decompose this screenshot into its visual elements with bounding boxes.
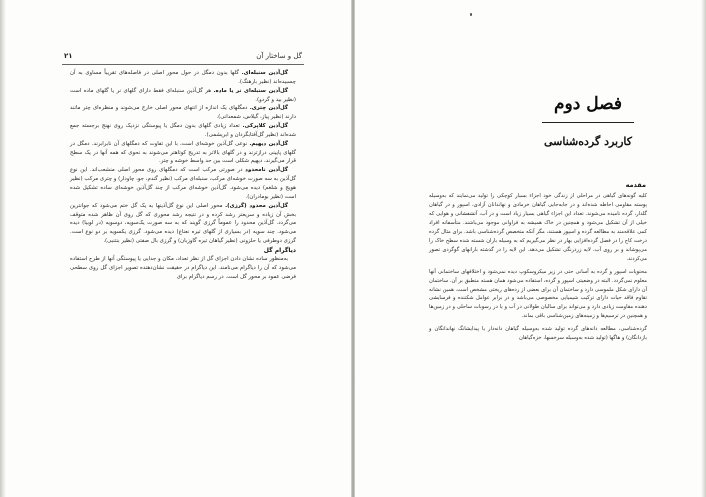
right-page — [354, 0, 706, 497]
definition-paragraph — [70, 202, 296, 246]
definition-paragraph — [70, 140, 296, 167]
chapter-title: کاربرد گرده‌شناسی — [544, 135, 632, 148]
running-head — [64, 52, 302, 62]
definition-term: گل‌آذین کلاپرکی. — [242, 123, 289, 130]
definition-paragraph — [70, 122, 296, 140]
section-subheading: دیاگرام گل — [263, 246, 296, 254]
definition-term: گل‌آذین دیهیم. — [249, 140, 289, 147]
header-rule — [62, 64, 304, 65]
chapter-rule — [542, 122, 634, 123]
body-paragraph: کلیه گونه‌های گیاهی در مراحلی از زندگی خود اجزاء بسیار کوچکی را تولید می‌نمایند که به‌وسیله پوسته مقاومی احاطه شده‌اند و در جابه‌جایی گیاهان خرمادی و نهاندانان آزادی، اسپور و در گیاهان گلدار، گرده نامیده می‌شوند. تعداد این اجزاء گیاهی بسیار زیاد است و در آب، آتشفشانی و هوایی که خیلی از آن تشکیل می‌شود و همچنین در خاک همیشه به فراوانی موجود می‌باشند. متأسفانه افراد کمی علاقه‌مند به مطالعه گرده و اسپور هستند، مگر آنکه متخصص گرده‌شناسی باشد. برای مثال گرده درخت کاج را در فصل گرده‌افزایی بهار در نظر می‌گیریم که به وسیله باران شسته شده سطح خاک را می‌پوشاند و بر روی آب، لایه زردرنگی تشکیل می‌دهد. این لایه را در گذشته بارانهای گوگردی تصور می‌کردند. — [429, 193, 647, 262]
right-page-body — [429, 192, 647, 347]
body-paragraph: به‌منظور ساده نشان دادن اجزای گل از نظر تعداد، مکان و جدایی یا پیوستگی آنها از طرح استفاده می‌شود که آن را دیاگرام می‌نامند. این دیاگرام در حقیقت نشان‌دهنده تصویر اجزای گل روی سطحی فرضی عمود بر محور گل است. در رسم دیاگرام برای — [70, 255, 296, 280]
page-number: ۲۱ — [64, 52, 73, 60]
definition-text: هر گل‌آذین سنبله‌ای فقط دارای گلهای نر یا گلهای ماده است (نظیر بید و گردو). — [70, 87, 296, 103]
definition-term: گل‌آذین سنبله‌ای. — [241, 70, 288, 76]
page-edge-shadow — [701, 0, 706, 497]
print-speck — [470, 13, 472, 16]
definition-term: گل‌آذین چتری. — [249, 105, 288, 112]
body-paragraph: محتویات اسپور و گرده به آسانی حتی در زیر میکروسکوپ دیده نمی‌شود و اختلافهای ساختمانی آنها معلوم نمی‌گردد. البته در وضعیتی اسپور و گرده، استفاده می‌شود همان هسته منطبق بر آن. ساختمان آن دارای شکل ملموسی دارد و ساختمان آن برای بعضی از رده‌های ریختی مشخص است. همین نشانه تقاوم فاقد حیات دارای ترکیب شیمیایی مخصوصی می‌باشد و در برابر عوامل شکننده و فرسایشی دهنده مقاومت زیادی دارد و می‌تواند برای سالیان طولانی در آب و یا در رسوبات ساحلی و در زمین‌ها و همچنین در ترسیم‌ها و زمینه‌های زمین‌شناسی باقی بماند. — [429, 268, 647, 320]
definition-text: دمگلهای یک اندازه از انتهای محور اصلی خارج می‌شوند و منظره‌ای چتر مانند دارند (نظیر پیاز، گیلاس، شمعدانی). — [70, 105, 296, 121]
definition-term: گل‌آذین سنبله‌ای نر یا ماده. — [213, 87, 289, 94]
definition-text: گلها بدون دمگل در حول محور اصلی در فاصله‌های تقریباً مساوی به آن چسبیده‌اند (نظیر بارهنگ). — [70, 70, 296, 85]
page-edge-shadow — [0, 0, 6, 497]
section-heading: مقدمه — [625, 181, 646, 189]
definition-text: تعداد زیادی گلهای بدون دمگل یا پیوستگی نزدیک روی نهنج برجسته جمع شده‌اند (نظیر گل‌آفتابگردان و ابریشمی). — [70, 123, 296, 138]
body-paragraph: گرده‌شناسی، مطالعه دانه‌های گرده تولید شده به‌وسیله گیاهان دانه‌دار یا پیدایشانگ نهاندانگان و بازدانگان) و هاگها (تولید شده به‌وسیله سرخسها، خزه‌گیاهان — [429, 326, 647, 342]
definition-text: در صورتی مرکب است که دمگلهای روی محور اصلی منشعب‌اند. این نوع گل‌آذین به سه صورت خوشه‌ای مرکب، سنبله‌ای مرکب (نظیر گندم، جو، چاودار) و چتری مرکب (نظیر هویج و شلغم) دیده می‌شود. گل‌آذین خوشه‌ای مرکب از چند گل‌آذین خوشه‌ای ساده تشکیل شده است (نظیر بومادران). — [70, 167, 296, 200]
definition-text: نوعی گل‌آذین خوشه‌ای است، با این تفاوت که دمگلهای آن نابرابرند. دمگل در گلهای پایینی درازترند و در گلهای بالاتر به تدریج کوتاهتر می‌شوند به نحوی که همه آنها در یک سطح قرار می‌گیرند، دیهیم شکلی است بین حد واسط خوشه و چتر. — [70, 140, 296, 165]
definition-term: گل‌آذین نامحدود — [245, 167, 288, 174]
definition-text: محور اصلی این نوع گل‌آذینها به یک گل ختم می‌شود که جوانترین بخش آن زیاده و سریعتر رشد کرده و در نتیجه رشد محوری که گل روی آن ظاهر شده متوقف می‌گردد. گل‌آذین محدود را عموماً گرزی گویند که به سه صورت یک‌سویه، دوسویه (در لوبیا) دیده می‌شود. چند سویه (در بسیاری از گلهای تیره نعناع) دیده می‌شود. گرزی یکسویه بر دو نوع است. گرزی دوطرفی یا حلزونی (نظیر گیاهان تیره گاوزبان) و گرزی بال صفتی (نظیر بنتنبی). — [70, 202, 296, 245]
left-page-body — [70, 69, 296, 281]
definition-paragraph — [70, 87, 296, 105]
left-page — [0, 0, 352, 497]
definition-paragraph — [70, 166, 296, 201]
definition-paragraph — [70, 69, 296, 87]
chapter-label: فصل دوم — [554, 94, 622, 114]
definition-term: گل‌آذین محدود (گرزی). — [225, 202, 288, 209]
running-head-title: گل و ساختار آن — [256, 52, 302, 60]
definition-paragraph — [70, 104, 296, 122]
